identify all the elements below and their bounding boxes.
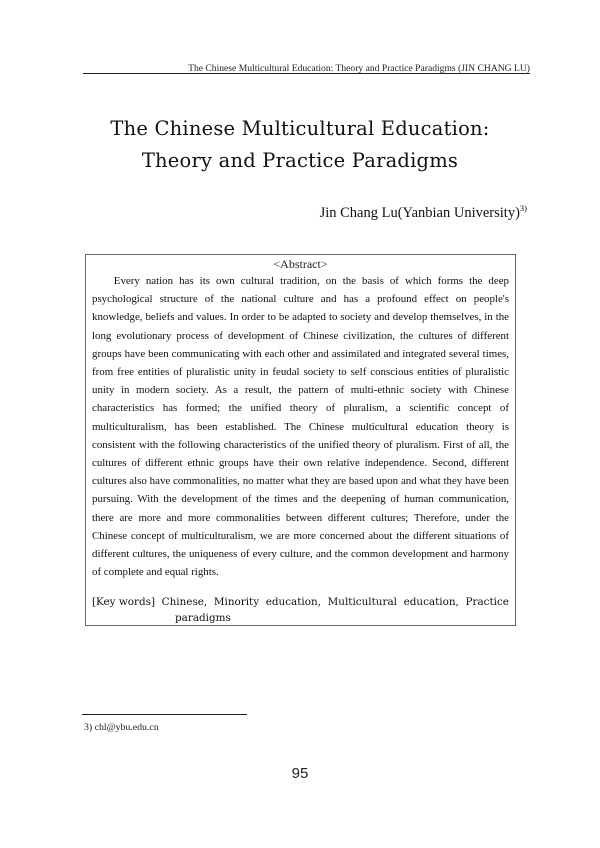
abstract-heading: <Abstract>	[273, 257, 328, 271]
title-line-1: The Chinese Multicultural Education:	[110, 117, 490, 140]
keywords-label: [Key words]	[92, 596, 156, 608]
abstract-box	[85, 254, 516, 626]
author-name: Jin Chang Lu(Yanbian University)	[319, 205, 520, 221]
keyword: education,	[403, 596, 459, 608]
footnote: 3) chl@ybu.edu.cn	[84, 722, 159, 733]
paper-title	[0, 113, 600, 177]
keywords-line	[92, 595, 509, 611]
keyword: Practice	[465, 596, 509, 608]
keyword: Chinese,	[161, 596, 208, 608]
title-line-2: Theory and Practice Paradigms	[141, 149, 459, 172]
page-number: 95	[291, 765, 309, 782]
footnote-rule	[82, 714, 247, 715]
header-rule	[83, 73, 530, 74]
author-line	[320, 205, 527, 222]
author-footnote-mark: 3)	[519, 203, 527, 213]
keyword: education,	[265, 596, 321, 608]
abstract-body: Every nation has its own cultural tradition, on the basis of which forms the deep psychological structure of the national culture and has a profound effect on people's knowledge, beliefs and values. In order to be adapted to society and develop themselves, in the long evolutionary process of development of Chinese civilization, the cultures of different groups have been communicating with each other and assimilated and integrated several times, from free entities of pluralistic unity in feudal society to self conscious entities of pluralistic unity in modern society. As a result, the pattern of multi-ethnic society with Chinese characteristics has formed; the unified theory of pluralism, a scientific concept of multiculturalism, has been established. The Chinese multicultural education theory is consistent with the following characteristics of the unified theory of pluralism. First of all, the cultures of different ethnic groups have their own relative independence. Second, different cultures also have commonalities, no matter what they are based upon and what they have been pursuing. With the development of the times and the deepening of human communication, there are more and more commonalities between different cultures; Therefore, under the Chinese concept of multiculturalism, we are more concerned about the different situations of different cultures, the uniqueness of every culture, and the common development and harmony of complete and equal rights.	[92, 275, 509, 579]
keyword: Multicultural	[327, 596, 397, 608]
keyword: Minority	[213, 596, 260, 608]
keywords	[92, 595, 509, 626]
running-header: The Chinese Multicultural Education: Theory and Practice Paradigms (JIN CHANG LU)	[188, 63, 530, 74]
keywords-continuation: paradigms	[175, 611, 231, 624]
